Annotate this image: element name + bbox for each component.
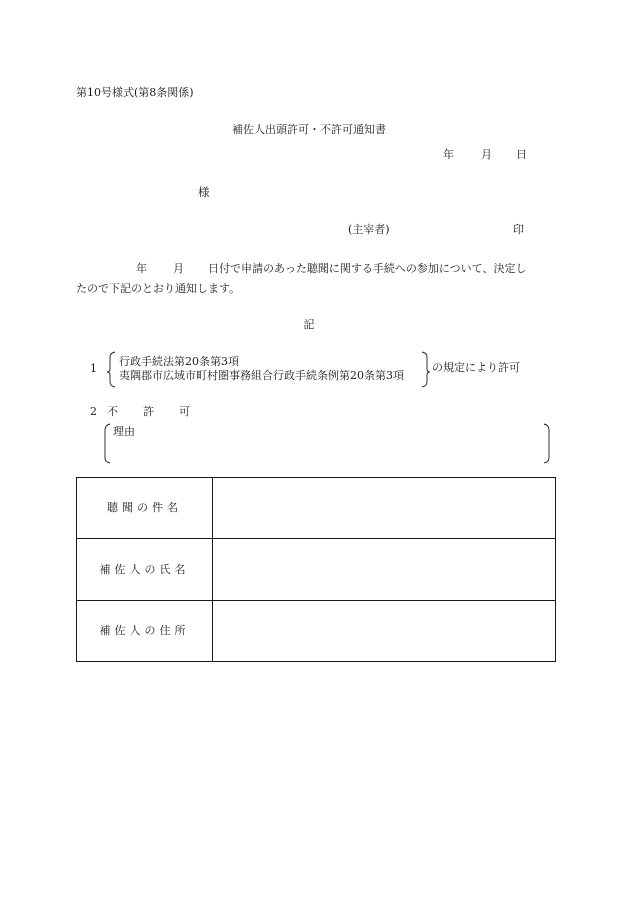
item1-left-bracket <box>107 352 115 387</box>
item1-tail-text: の規定により許可 <box>432 361 520 374</box>
seal-mark: 印 <box>513 223 524 236</box>
table-label-assistant-name: 補佐人の氏名 <box>99 563 190 576</box>
reason-left-bracket <box>105 424 110 463</box>
reason-right-bracket <box>544 424 549 463</box>
item2-char-1: 不 <box>107 405 118 418</box>
table-label-assistant-address: 補佐人の住所 <box>99 624 190 637</box>
form-number: 第10号様式(第8条関係) <box>76 86 194 99</box>
date-day-label: 日 <box>516 148 527 161</box>
date-month-label: 月 <box>481 148 492 161</box>
item1-law-b: 夷隅郡市広域市町村圏事務組合行政手続条例第20条第3項 <box>119 369 404 382</box>
addressee-suffix: 様 <box>198 185 210 199</box>
table-label-hearing-subject: 聴聞の件名 <box>107 501 182 514</box>
body-text-line2: たので下記のとおり通知します。 <box>76 282 241 295</box>
body-text-line1: 日付で申請のあった聴聞に関する手続への参加について、決定し <box>208 262 527 275</box>
document-title: 補佐人出頭許可・不許可通知書 <box>232 123 386 136</box>
date-year-label: 年 <box>443 148 454 161</box>
ki-heading: 記 <box>303 318 315 331</box>
item1-law-a: 行政手続法第20条第3項 <box>119 355 239 368</box>
sponsor-label: (主宰者) <box>348 223 390 236</box>
body-year-label: 年 <box>136 262 147 275</box>
item1-right-bracket <box>422 352 430 387</box>
item2-char-3: 可 <box>179 405 190 418</box>
reason-label: 理由 <box>113 425 135 438</box>
item2-char-2: 許 <box>143 405 154 418</box>
item2-number: 2 <box>90 405 97 418</box>
body-month-label: 月 <box>173 262 184 275</box>
item1-number: 1 <box>90 362 97 375</box>
